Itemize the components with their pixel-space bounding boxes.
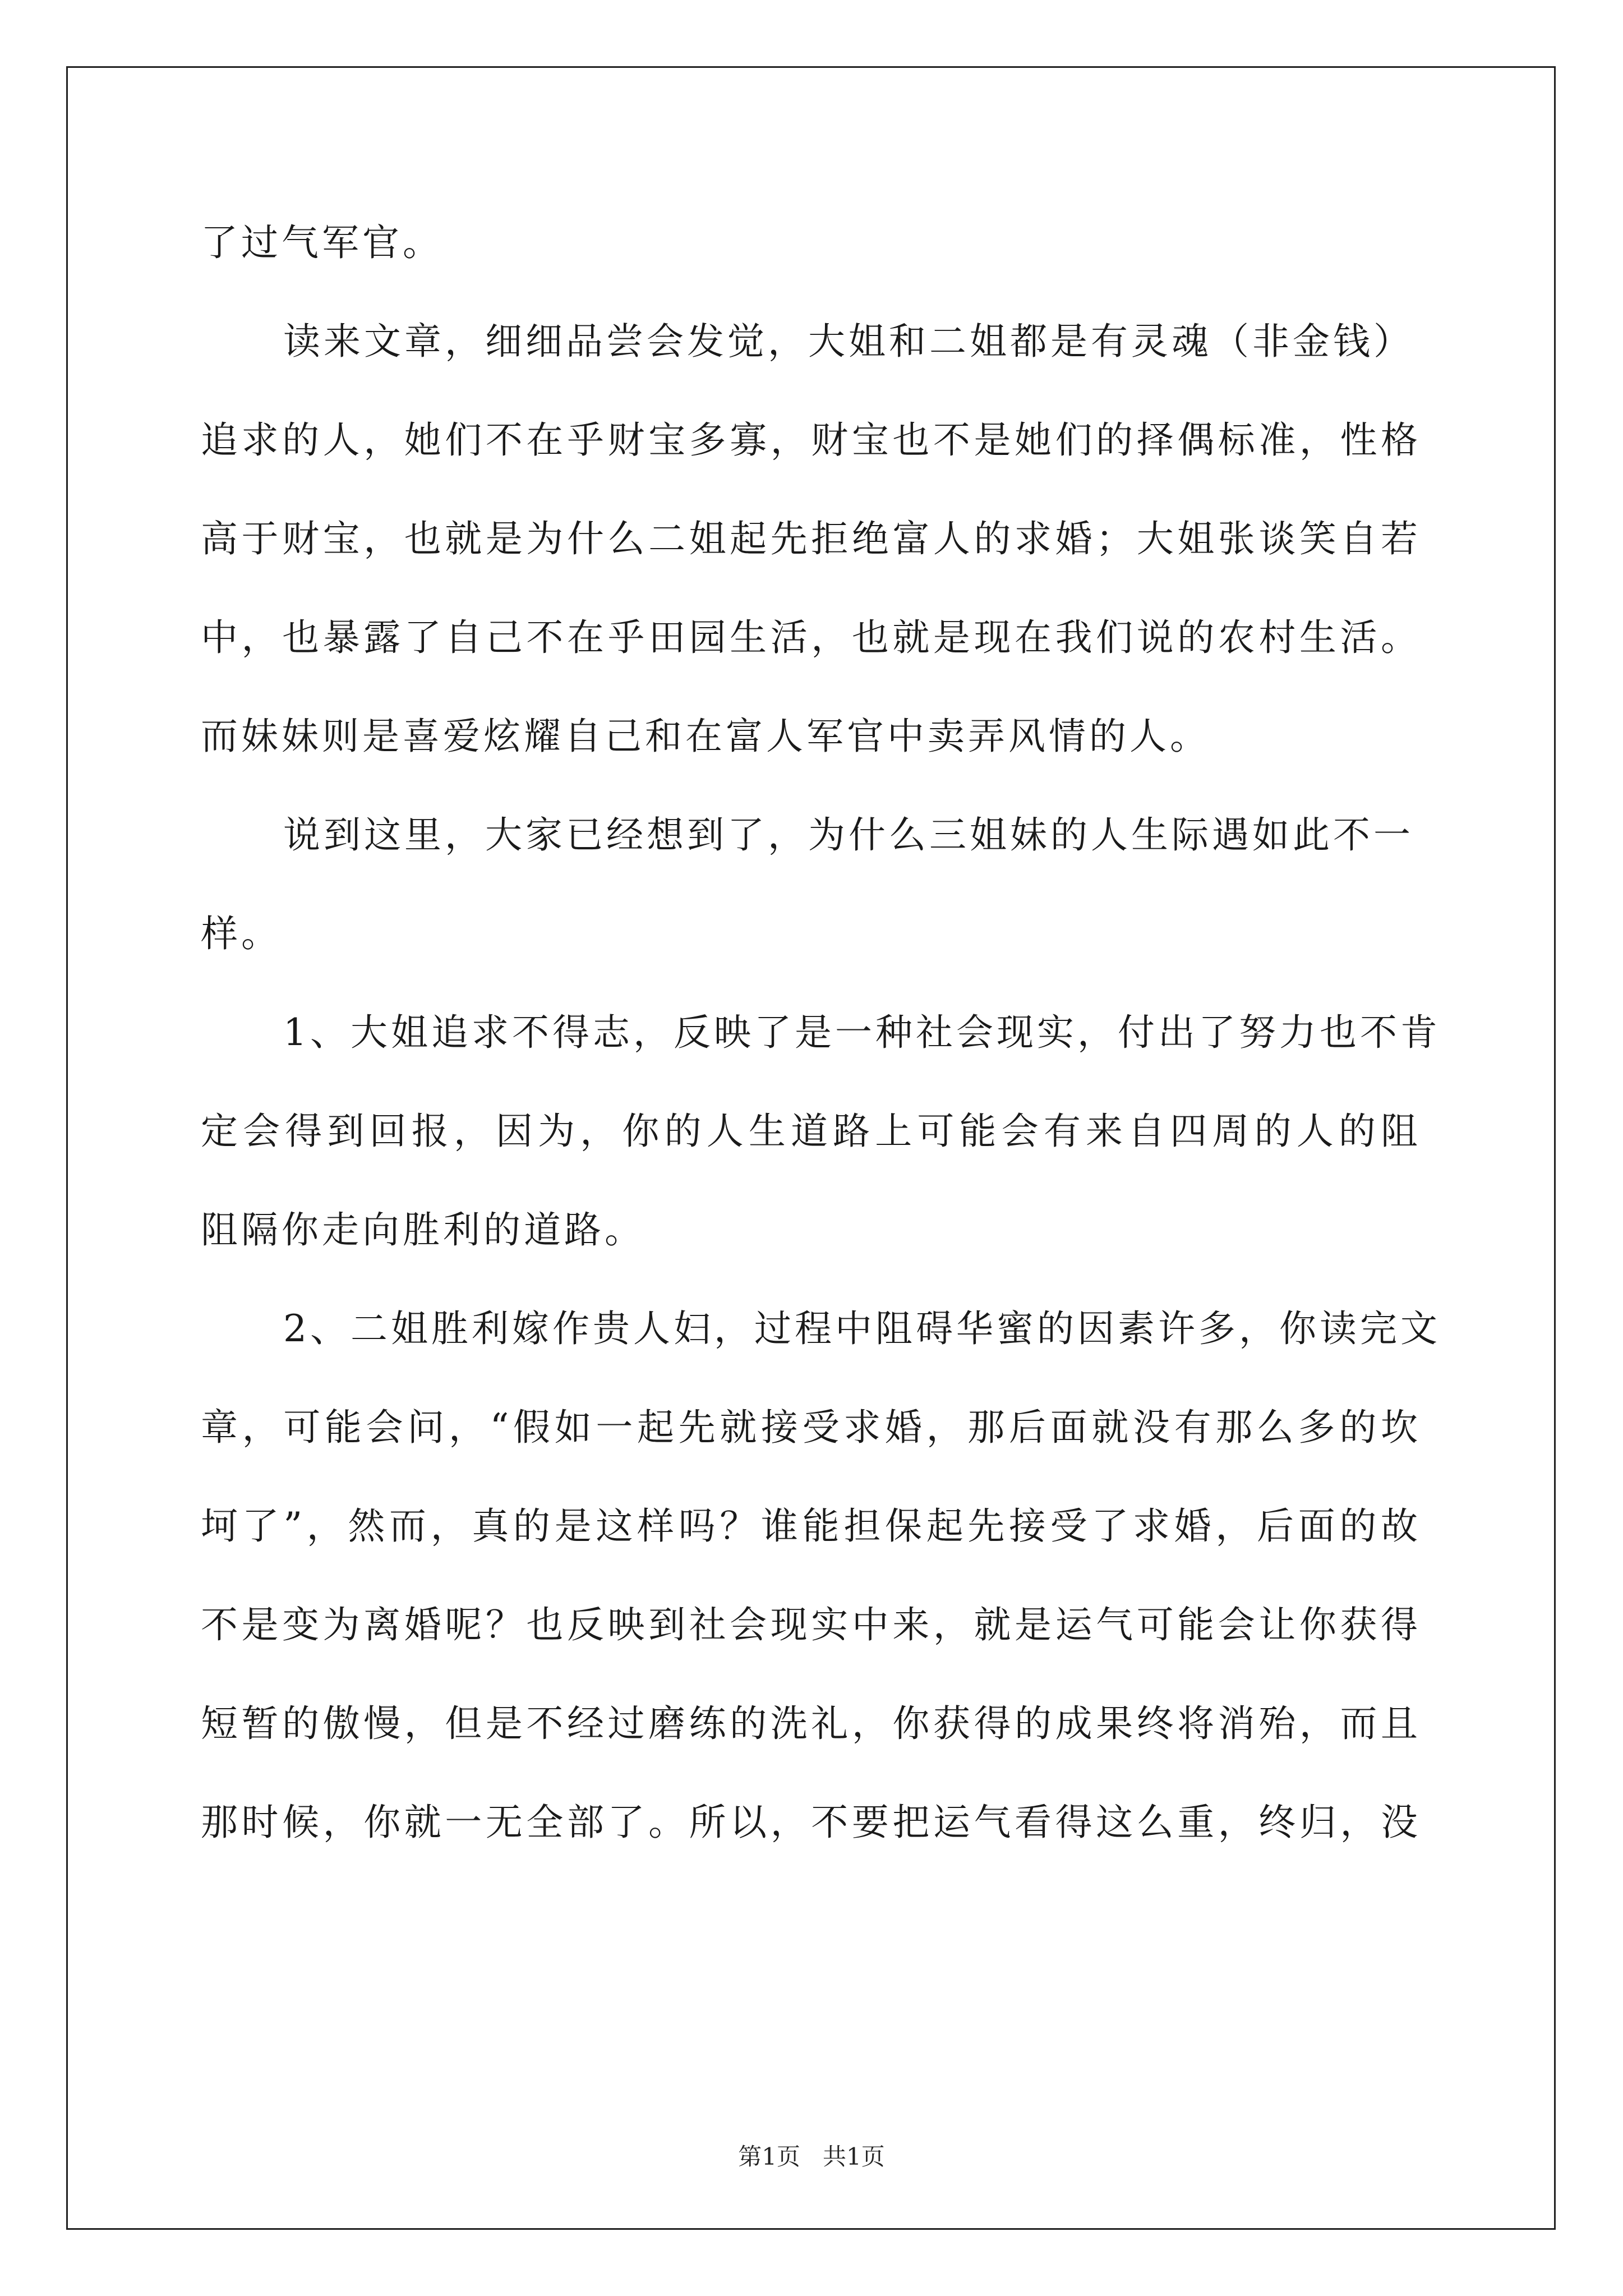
text-line: 追求的人，她们不在乎财宝多寡，财宝也不是她们的择偶标准，性格: [201, 418, 1421, 462]
text-line: 章，可能会问，“假如一起先就接受求婚，那后面就没有那么多的坎: [201, 1406, 1421, 1449]
text-line: 阻隔你走向胜利的道路。: [201, 1208, 645, 1251]
text-line: 2、二姐胜利嫁作贵人妇，过程中阻碍华蜜的因素许多，你读完文: [283, 1307, 1441, 1350]
text-line: 而妹妹则是喜爱炫耀自己和在富人军官中卖弄风情的人。: [201, 715, 1210, 758]
text-line: 1、大姐追求不得志，反映了是一种社会现实，付出了努力也不肯: [283, 1011, 1441, 1054]
text-line: 样。: [201, 912, 282, 955]
text-line: 坷了”，然而，真的是这样吗？谁能担保起先接受了求婚，后面的故: [201, 1504, 1421, 1548]
text-line: 了过气军官。: [201, 221, 443, 264]
page-footer: 第1页 共1页: [738, 2143, 885, 2170]
text-line: 中，也暴露了自己不在乎田园生活，也就是现在我们说的农村生活。: [201, 616, 1421, 659]
text-line: 读来文章，细细品尝会发觉，大姐和二姐都是有灵魂（非金钱）: [283, 320, 1414, 363]
text-line: 说到这里，大家已经想到了，为什么三姐妹的人生际遇如此不一: [283, 813, 1414, 857]
text-line: 定会得到回报，因为，你的人生道路上可能会有来自四周的人的阻: [201, 1110, 1421, 1153]
document-body: [201, 194, 1441, 1872]
text-line: 高于财宝，也就是为什么二姐起先拒绝富人的求婚；大姐张谈笑自若: [201, 517, 1421, 560]
text-line: 短暂的傲慢，但是不经过磨练的洗礼，你获得的成果终将消殆，而且: [201, 1702, 1421, 1745]
text-line: 不是变为离婚呢？也反映到社会现实中来，就是运气可能会让你获得: [201, 1603, 1421, 1646]
text-line: 那时候，你就一无全部了。所以，不要把运气看得这么重，终归，没: [201, 1801, 1421, 1844]
